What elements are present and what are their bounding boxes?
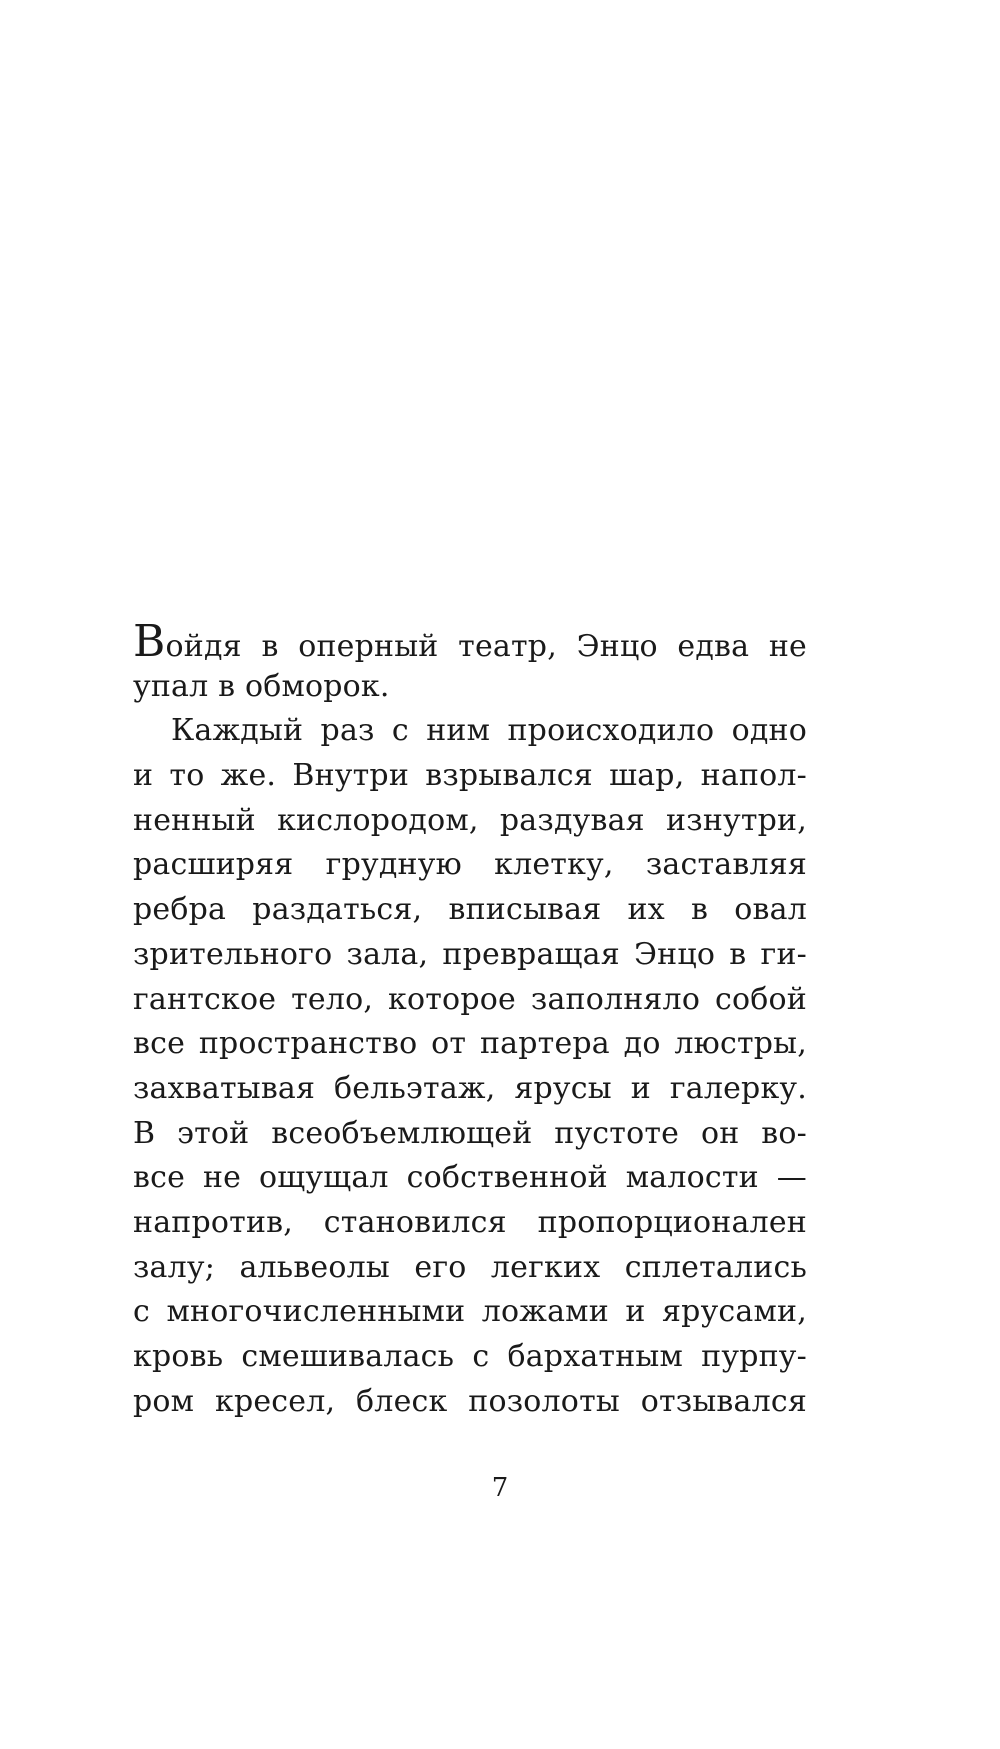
text-line: В этой всеобъемлющей пустоте он во- (133, 1115, 807, 1151)
text-line: ребра раздаться, вписывая их в овал (133, 892, 807, 928)
text-line: расширяя грудную клетку, заставляя (133, 847, 807, 883)
text-line: кровь смешивалась с бархатным пурпу- (133, 1339, 807, 1374)
text-line: захватывая бельэтаж, ярусы и галерку. (133, 1070, 807, 1106)
text-line: напротив, становился пропорционален (133, 1204, 807, 1240)
text-line: ром кресел, блеск позолоты отзывался (133, 1383, 807, 1419)
text-line: все не ощущал собственной малости — (133, 1160, 807, 1196)
text-line: и то же. Внутри взрывался шар, напол- (133, 758, 807, 794)
text-line: с многочисленными ложами и ярусами, (133, 1294, 807, 1330)
text-line: Войдя в оперный театр, Энцо едва не (133, 616, 807, 667)
text-line: все пространство от партера до люстры, (133, 1026, 807, 1062)
text-line: зрительного зала, превращая Энцо в ги- (133, 936, 807, 972)
drop-cap-letter: В (133, 616, 166, 667)
page-number: 7 (491, 1473, 509, 1503)
text-line: упал в обморок. (133, 668, 390, 704)
text-line: Каждый раз с ним происходило одно (171, 713, 807, 749)
text-line: ненный кислородом, раздувая изнутри, (133, 802, 807, 838)
text-line: гантское тело, которое заполняло собой (133, 981, 807, 1017)
text-line: залу; альвеолы его легких сплетались (133, 1249, 807, 1285)
body-text (133, 616, 807, 1424)
